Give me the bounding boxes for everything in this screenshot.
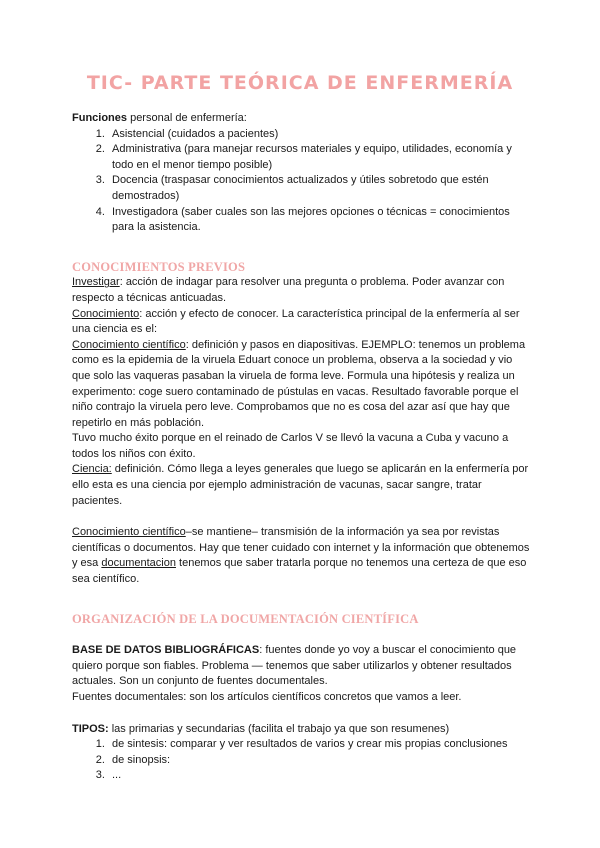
funciones-intro <box>72 111 532 127</box>
paragraph-fuentes: Fuentes documentales: son los artículos científicos concretos que vamos a leer. <box>72 691 462 703</box>
term-ciencia: Ciencia: <box>72 463 112 476</box>
section-heading-conocimientos: CONOCIMIENTOS PREVIOS <box>72 259 246 274</box>
term-investigar: Investigar <box>72 276 120 289</box>
document-body <box>72 111 532 784</box>
term-cientifico-2: Conocimiento científico <box>72 526 186 539</box>
term-cientifico: Conocimiento científico <box>72 338 186 351</box>
text-cientifico: : definición y pasos en diapositivas. EJEMPLO: tenemos un problema como es la epidemia de la viruela Eduart conoce un problema, observa a la sociedad y vio que solo las vaqueras pasaban la viruela de forma leve. Formula una hipótesis y realiza un experimento: coge suero contaminado de pústulas en vacas. Resultado favorable porque el niño contrajo la viruela pero leve. Comprobamos que no es cosa del azar así que hay que repetirlo en más población. <box>72 338 526 429</box>
list-item: 1. de sintesis: comparar y ver resultados de varios y crear mis propias conclusiones <box>108 737 532 753</box>
list-item: 4. Investigadora (saber cuales son las mejores opciones o técnicas = conocimientos para la asistencia. <box>108 205 532 236</box>
list-item: 3. Docencia (traspasar conocimientos actualizados y útiles sobretodo que estén demostrados) <box>108 173 532 204</box>
text-cientifico-2b: tenemos que saber tratarla porque no tenemos una certeza de que eso sea científico. <box>72 557 527 586</box>
paragraph-conocimiento <box>72 307 532 338</box>
list-item: 2. de sinopsis: <box>108 753 532 769</box>
funciones-label: Funciones <box>72 112 128 124</box>
term-bases: BASE DE DATOS BIBLIOGRÁFICAS <box>72 644 260 657</box>
text-conocimiento: : acción y efecto de conocer. La característica principal de la enfermería al ser una ciencia es el: <box>72 307 520 336</box>
funciones-list <box>72 127 532 236</box>
section-heading-organizacion: ORGANIZACIÓN DE LA DOCUMENTACIÓN CIENTÍFICA <box>72 611 419 626</box>
tipos-list <box>72 737 532 784</box>
term-tipos: TIPOS: <box>72 722 109 735</box>
paragraph-bases <box>72 643 532 690</box>
text-cientifico-2a: –se mantiene– transmisión de la información ya sea por revistas científicas o documentos. Hay que tener cuidado con internet y la información que obtenemos y esa <box>72 526 530 570</box>
list-item: 2. Administrativa (para manejar recursos materiales y equipo, utilidades, economía y todo en el menor tiempo posible) <box>108 142 532 173</box>
text-ciencia: definición. Cómo llega a leyes generales que luego se aplicarán en la enfermería por ello esta es una ciencia por ejemplo administración de vacunas, sacar sangre, tratar pacientes. <box>72 463 529 507</box>
list-item: 3. ... <box>108 768 532 784</box>
term-documentacion: documentacion <box>101 557 176 570</box>
paragraph-cientifico <box>72 338 532 432</box>
text-investigar: : acción de indagar para resolver una pregunta o problema. Poder avanzar con respecto a técnicas anticuadas. <box>72 276 505 304</box>
funciones-intro-rest: personal de enfermería: <box>127 112 247 124</box>
term-conocimiento: Conocimiento <box>72 307 140 320</box>
text-tipos: las primarias y secundarias (facilita el trabajo ya que son resumenes) <box>108 722 450 735</box>
page-title: TIC- PARTE TEÓRICA DE ENFERMERÍA <box>86 72 514 94</box>
text-bases: : fuentes donde yo voy a buscar el conocimiento que quiero porque son fiables. Problema — tenemos que saber utilizarlos y obtener resultados actuales. Son un conjunto de fuentes documentales. <box>72 644 517 688</box>
list-item: 1. Asistencial (cuidados a pacientes) <box>108 127 532 143</box>
paragraph-tipos <box>72 722 532 738</box>
paragraph-cientifico-2 <box>72 525 532 587</box>
paragraph-investigar <box>72 275 532 306</box>
paragraph-carlos: Tuvo mucho éxito porque en el reinado de Carlos V se llevó la vacuna a Cuba y vacuno a todos los niños con éxito. <box>72 432 509 460</box>
paragraph-ciencia <box>72 462 532 509</box>
